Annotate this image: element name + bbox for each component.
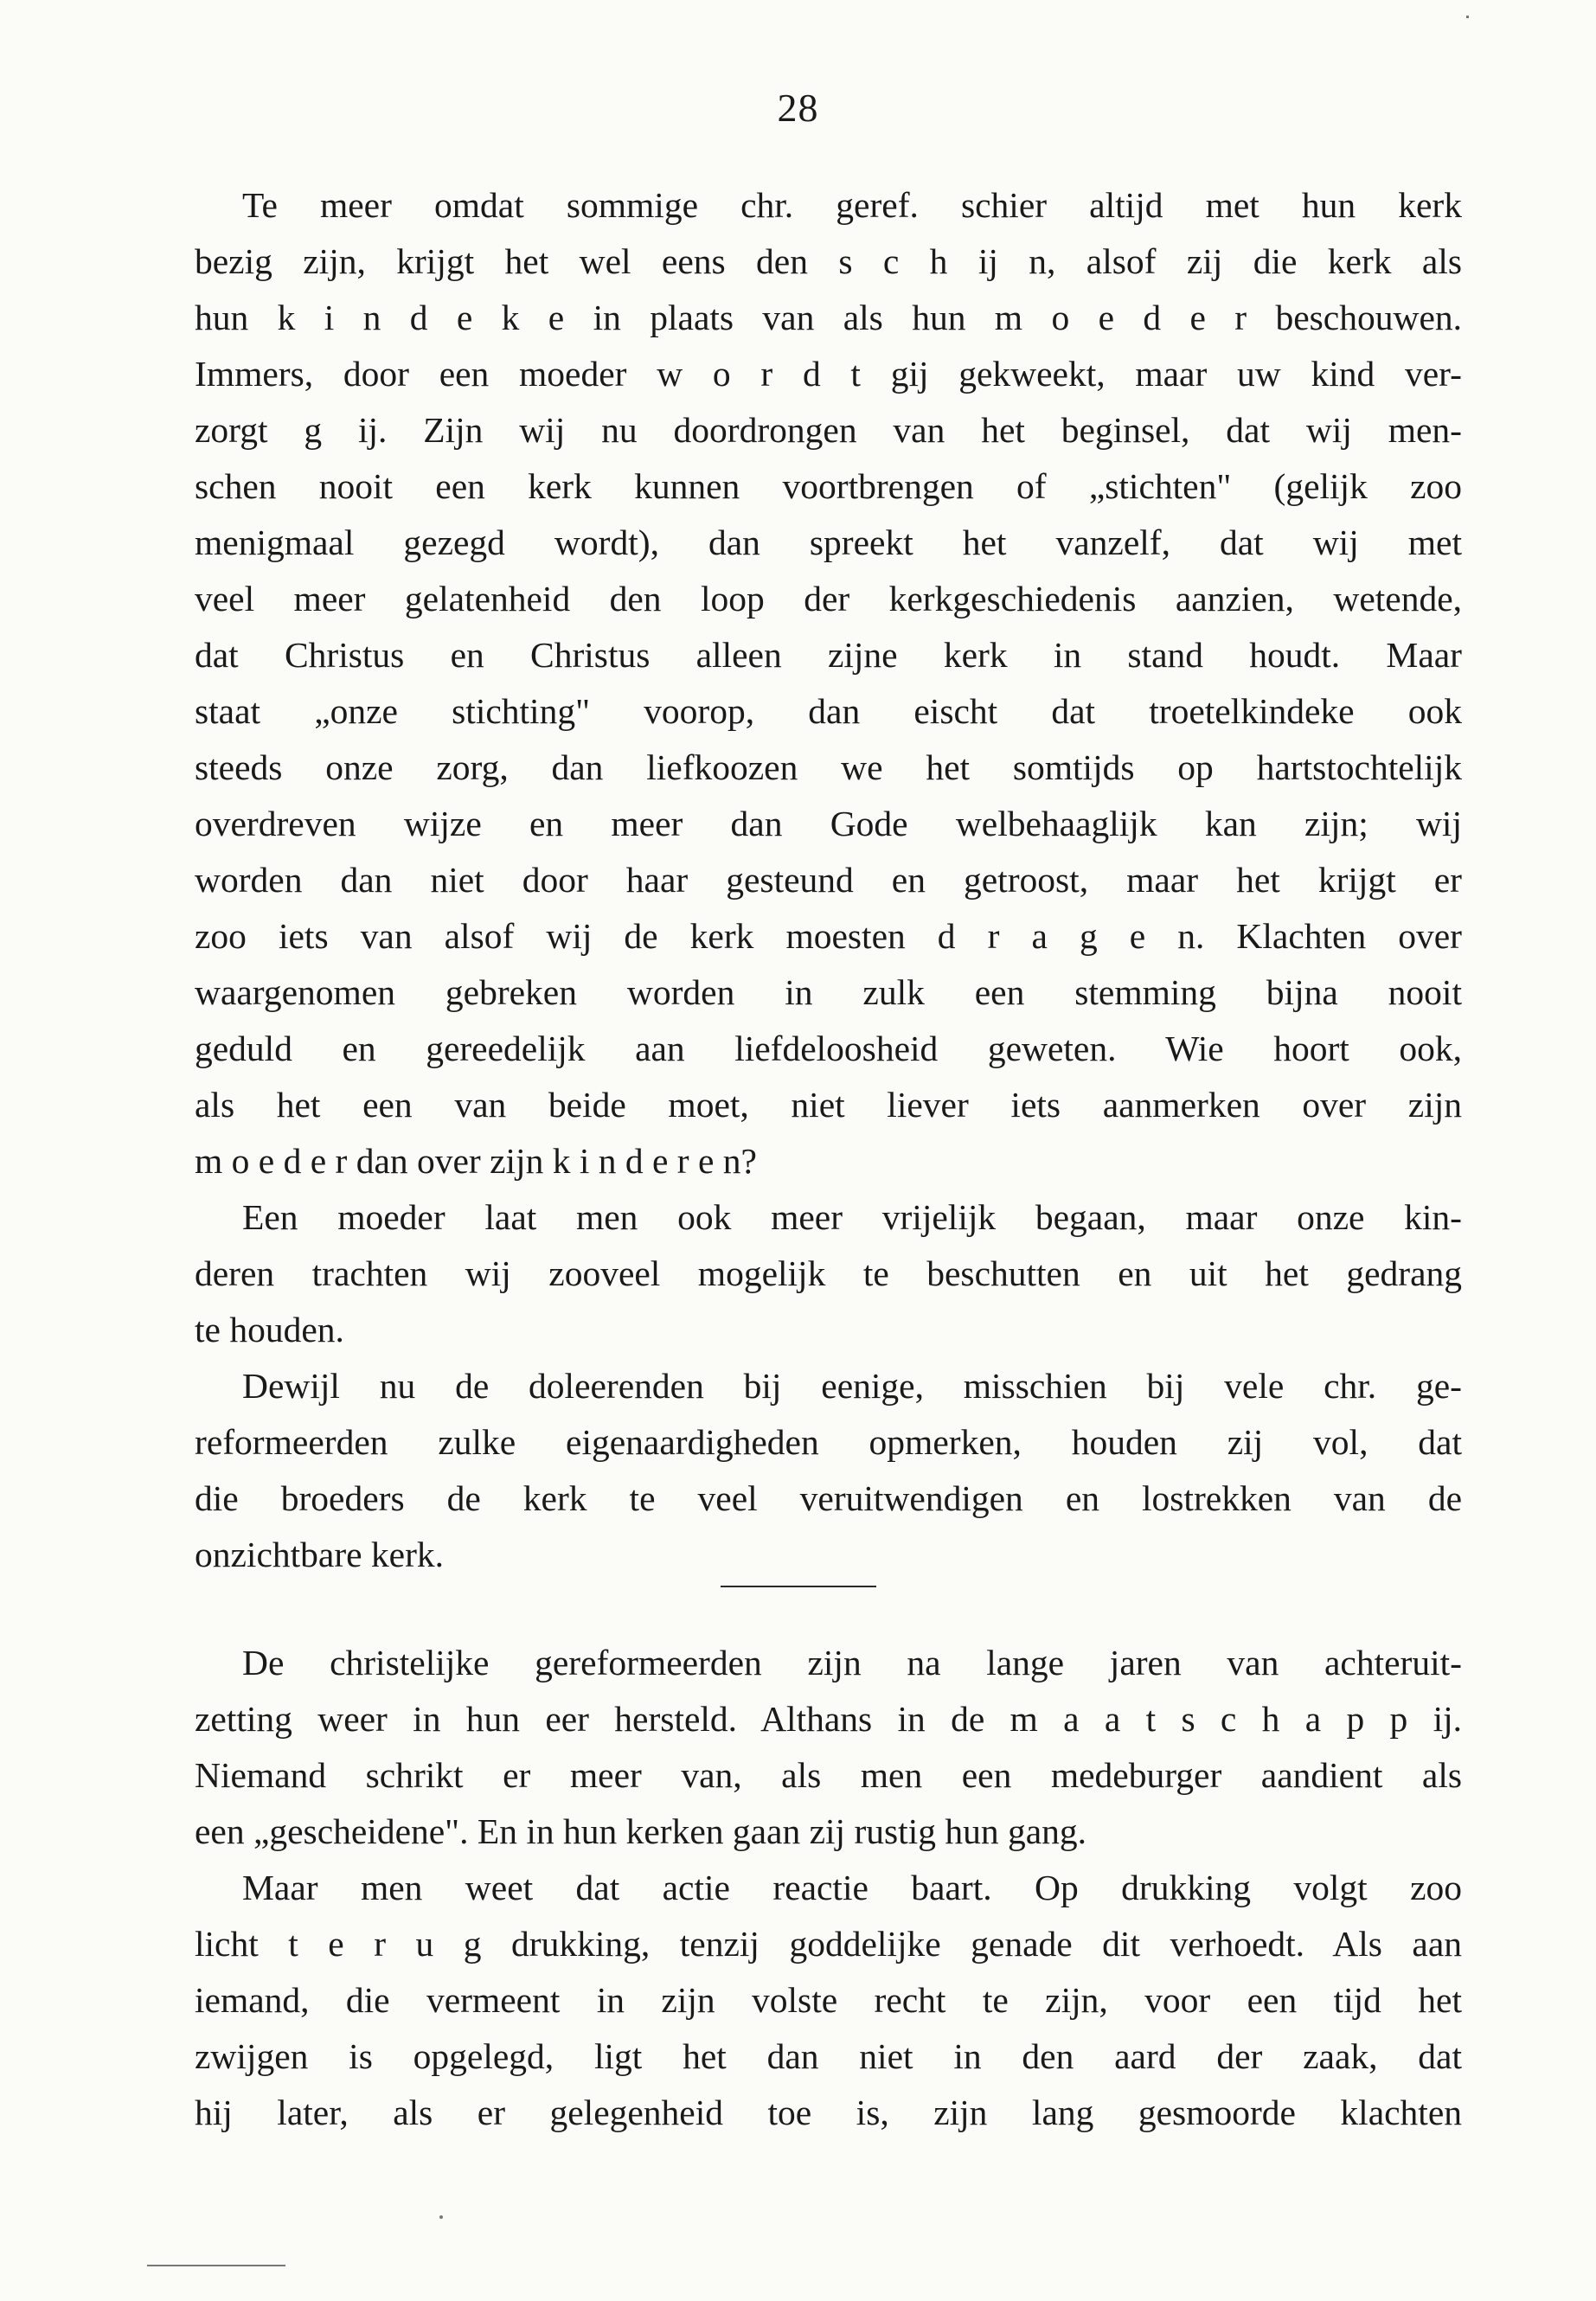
text-block-second [195, 1635, 1462, 2141]
scan-edge-mark [439, 2215, 443, 2219]
text-line: veel meer gelatenheid den loop der kerkgeschiedenis aanzien, wetende, [195, 579, 1462, 619]
scan-edge-mark [147, 2265, 285, 2266]
text-line: worden dan niet door haar gesteund en getroost, maar het krijgt er [195, 860, 1462, 900]
section-divider [721, 1586, 876, 1587]
text-block-main [195, 177, 1462, 1583]
text-line: De christelijke gereformeerden zijn na lange jaren van achteruit- [242, 1643, 1462, 1682]
text-line: te houden. [195, 1310, 344, 1349]
text-line: een „gescheidene". En in hun kerken gaan zij rustig hun gang. [195, 1811, 1087, 1851]
text-line: overdreven wijze en meer dan Gode welbehaaglijk kan zijn; wij [195, 804, 1462, 843]
text-line: bezig zijn, krijgt het wel eens den s c h ij n, alsof zij die kerk als [195, 241, 1462, 281]
text-line: Dewijl nu de doleerenden bij eenige, misschien bij vele chr. ge- [242, 1366, 1462, 1406]
page-number: 28 [777, 86, 819, 130]
text-line: reformeerden zulke eigenaardigheden opmerken, houden zij vol, dat [195, 1422, 1462, 1462]
text-line: die broeders de kerk te veel veruitwendigen en lostrekken van de [195, 1478, 1462, 1518]
text-line: Niemand schrikt er meer van, als men een medeburger aandient als [195, 1755, 1462, 1795]
text-line: m o e d e r dan over zijn k i n d e r e n? [195, 1141, 757, 1181]
text-line: staat „onze stichting" voorop, dan eischt dat troetelkindeke ook [195, 691, 1462, 731]
text-line: Een moeder laat men ook meer vrijelijk begaan, maar onze kin- [242, 1197, 1462, 1237]
text-line: iemand, die vermeent in zijn volste recht te zijn, voor een tijd het [195, 1980, 1462, 2020]
text-line: geduld en gereedelijk aan liefdeloosheid geweten. Wie hoort ook, [195, 1029, 1462, 1068]
text-line: hun k i n d e k e in plaats van als hun m o e d e r beschouwen. [195, 298, 1462, 337]
text-line: onzichtbare kerk. [195, 1535, 445, 1574]
text-line: waargenomen gebreken worden in zulk een stemming bijna nooit [195, 972, 1462, 1012]
text-line: licht t e r u g drukking, tenzij goddelijke genade dit verhoedt. Als aan [195, 1924, 1462, 1964]
text-line: als het een van beide moet, niet liever iets aanmerken over zijn [195, 1085, 1462, 1125]
scan-edge-mark [1466, 16, 1469, 18]
text-line: hij later, als er gelegenheid toe is, zijn lang gesmoorde klachten [195, 2093, 1462, 2132]
text-line: Immers, door een moeder w o r d t gij gekweekt, maar uw kind ver- [195, 354, 1462, 394]
text-line: zoo iets van alsof wij de kerk moesten d r a g e n. Klachten over [195, 916, 1462, 956]
text-line: menigmaal gezegd wordt), dan spreekt het vanzelf, dat wij met [195, 522, 1462, 562]
text-line: zwijgen is opgelegd, ligt het dan niet in den aard der zaak, dat [195, 2036, 1462, 2076]
text-line: Maar men weet dat actie reactie baart. Op drukking volgt zoo [242, 1868, 1462, 1907]
text-line: steeds onze zorg, dan liefkoozen we het somtijds op hartstochtelijk [195, 747, 1462, 787]
text-line: schen nooit een kerk kunnen voortbrengen of „stichten" (gelijk zoo [195, 466, 1462, 506]
text-line: zetting weer in hun eer hersteld. Althans in de m a a t s c h a p p ij. [195, 1699, 1462, 1739]
text-line: zorgt g ij. Zijn wij nu doordrongen van het beginsel, dat wij men- [195, 410, 1462, 450]
text-line: dat Christus en Christus alleen zijne kerk in stand houdt. Maar [195, 635, 1462, 675]
text-line: Te meer omdat sommige chr. geref. schier altijd met hun kerk [242, 185, 1462, 225]
text-line: deren trachten wij zooveel mogelijk te beschutten en uit het gedrang [195, 1253, 1462, 1293]
